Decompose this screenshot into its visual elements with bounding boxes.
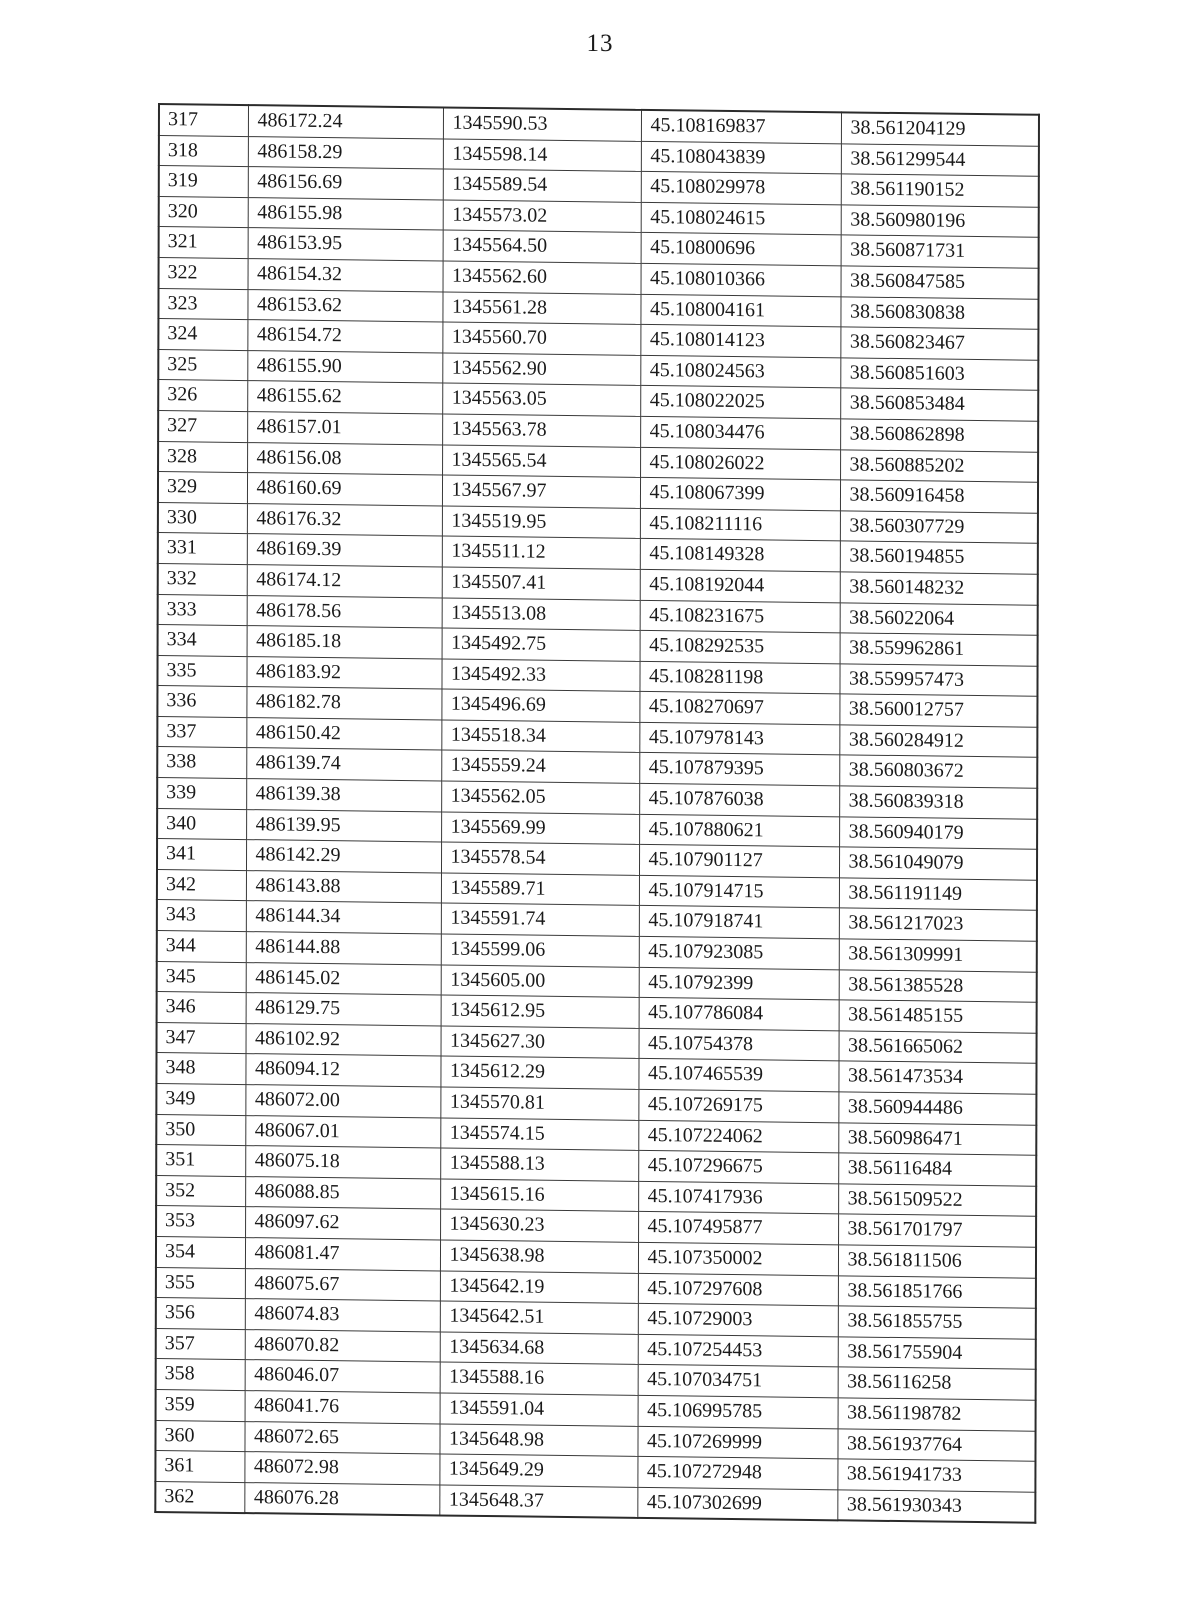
- y-coordinate-cell: 1345565.54: [442, 445, 640, 478]
- point-number-cell: 317: [159, 104, 248, 136]
- x-coordinate-cell: 486156.69: [248, 167, 443, 200]
- x-coordinate-cell: 486074.83: [245, 1299, 440, 1332]
- longitude-cell: 38.560823467: [840, 327, 1038, 360]
- latitude-cell: 45.107269175: [638, 1089, 838, 1122]
- point-number-cell: 338: [157, 747, 246, 779]
- x-coordinate-cell: 486041.76: [245, 1391, 440, 1424]
- point-number-cell: 361: [155, 1451, 244, 1483]
- latitude-cell: 45.108192044: [640, 569, 840, 602]
- point-number-cell: 359: [156, 1389, 245, 1421]
- x-coordinate-cell: 486174.12: [247, 564, 442, 597]
- longitude-cell: 38.560853484: [840, 388, 1038, 421]
- x-coordinate-cell: 486156.08: [247, 442, 442, 475]
- y-coordinate-cell: 1345507.41: [442, 567, 640, 600]
- point-number-cell: 349: [156, 1083, 245, 1115]
- point-number-cell: 350: [156, 1114, 245, 1146]
- point-number-cell: 353: [156, 1206, 245, 1238]
- x-coordinate-cell: 486178.56: [247, 595, 442, 628]
- x-coordinate-cell: 486076.28: [244, 1482, 439, 1515]
- x-coordinate-cell: 486102.92: [246, 1023, 441, 1056]
- x-coordinate-cell: 486072.65: [244, 1421, 439, 1454]
- coordinate-table-body: [155, 104, 1039, 1523]
- longitude-cell: 38.560986471: [838, 1122, 1036, 1155]
- x-coordinate-cell: 486075.18: [245, 1146, 440, 1179]
- latitude-cell: 45.10800696: [641, 233, 841, 266]
- latitude-cell: 45.107034751: [638, 1365, 838, 1398]
- x-coordinate-cell: 486143.88: [246, 870, 441, 903]
- x-coordinate-cell: 486153.95: [248, 228, 443, 261]
- latitude-cell: 45.108270697: [639, 692, 839, 725]
- longitude-cell: 38.561811506: [838, 1245, 1036, 1278]
- latitude-cell: 45.107272948: [637, 1456, 837, 1489]
- longitude-cell: 38.56116484: [838, 1153, 1036, 1186]
- latitude-cell: 45.107923085: [639, 936, 839, 969]
- latitude-cell: 45.107269999: [637, 1426, 837, 1459]
- y-coordinate-cell: 1345589.54: [443, 169, 641, 202]
- longitude-cell: 38.561937764: [837, 1428, 1035, 1461]
- point-number-cell: 351: [156, 1145, 245, 1177]
- longitude-cell: 38.561509522: [838, 1184, 1036, 1217]
- longitude-cell: 38.56116258: [838, 1367, 1036, 1400]
- y-coordinate-cell: 1345511.12: [442, 536, 640, 569]
- point-number-cell: 345: [157, 961, 246, 993]
- y-coordinate-cell: 1345559.24: [441, 750, 639, 783]
- latitude-cell: 45.107876038: [639, 783, 839, 816]
- latitude-cell: 45.107918741: [639, 906, 839, 939]
- latitude-cell: 45.108026022: [640, 447, 840, 480]
- y-coordinate-cell: 1345590.53: [443, 107, 641, 141]
- point-number-cell: 335: [157, 655, 246, 687]
- point-number-cell: 329: [158, 472, 247, 504]
- point-number-cell: 339: [157, 778, 246, 810]
- x-coordinate-cell: 486182.78: [246, 687, 441, 720]
- x-coordinate-cell: 486139.95: [246, 809, 441, 842]
- y-coordinate-cell: 1345563.78: [442, 414, 640, 447]
- y-coordinate-cell: 1345649.29: [439, 1454, 637, 1487]
- latitude-cell: 45.107417936: [638, 1181, 838, 1214]
- longitude-cell: 38.561198782: [838, 1398, 1036, 1431]
- y-coordinate-cell: 1345578.54: [441, 842, 639, 875]
- longitude-cell: 38.560862898: [840, 419, 1038, 452]
- latitude-cell: 45.108043839: [641, 141, 841, 174]
- longitude-cell: 38.560803672: [839, 755, 1037, 788]
- point-number-cell: 328: [158, 441, 247, 473]
- latitude-cell: 45.108292535: [640, 630, 840, 663]
- y-coordinate-cell: 1345560.70: [442, 322, 640, 355]
- latitude-cell: 45.108029978: [641, 172, 841, 205]
- longitude-cell: 38.56022064: [840, 602, 1038, 635]
- x-coordinate-cell: 486072.98: [244, 1452, 439, 1485]
- longitude-cell: 38.560012757: [839, 694, 1037, 727]
- latitude-cell: 45.108169837: [641, 110, 841, 144]
- longitude-cell: 38.560944486: [838, 1092, 1036, 1125]
- point-number-cell: 318: [159, 135, 248, 167]
- x-coordinate-cell: 486176.32: [247, 503, 442, 536]
- point-number-cell: 330: [158, 502, 247, 534]
- longitude-cell: 38.560847585: [841, 266, 1039, 299]
- longitude-cell: 38.561473534: [838, 1061, 1036, 1094]
- longitude-cell: 38.561755904: [838, 1337, 1036, 1370]
- longitude-cell: 38.561385528: [839, 969, 1037, 1002]
- latitude-cell: 45.107350002: [638, 1242, 838, 1275]
- latitude-cell: 45.108149328: [640, 539, 840, 572]
- y-coordinate-cell: 1345598.14: [443, 139, 641, 172]
- y-coordinate-cell: 1345564.50: [443, 230, 641, 263]
- y-coordinate-cell: 1345630.23: [440, 1209, 638, 1242]
- x-coordinate-cell: 486081.47: [245, 1238, 440, 1271]
- point-number-cell: 337: [157, 716, 246, 748]
- x-coordinate-cell: 486144.34: [246, 901, 441, 934]
- latitude-cell: 45.107880621: [639, 814, 839, 847]
- longitude-cell: 38.560839318: [839, 786, 1037, 819]
- x-coordinate-cell: 486150.42: [246, 717, 441, 750]
- y-coordinate-cell: 1345642.51: [440, 1301, 638, 1334]
- x-coordinate-cell: 486070.82: [245, 1329, 440, 1362]
- y-coordinate-cell: 1345642.19: [440, 1271, 638, 1304]
- y-coordinate-cell: 1345615.16: [440, 1179, 638, 1212]
- longitude-cell: 38.560830838: [840, 296, 1038, 329]
- x-coordinate-cell: 486157.01: [247, 412, 442, 445]
- x-coordinate-cell: 486139.74: [246, 748, 441, 781]
- latitude-cell: 45.108024615: [641, 202, 841, 235]
- point-number-cell: 343: [157, 900, 246, 932]
- latitude-cell: 45.108034476: [640, 416, 840, 449]
- longitude-cell: 38.561191149: [839, 878, 1037, 911]
- latitude-cell: 45.108010366: [641, 263, 841, 296]
- latitude-cell: 45.107296675: [638, 1151, 838, 1184]
- latitude-cell: 45.107901127: [639, 845, 839, 878]
- point-number-cell: 332: [158, 563, 247, 595]
- longitude-cell: 38.561190152: [841, 174, 1039, 207]
- latitude-cell: 45.108211116: [640, 508, 840, 541]
- longitude-cell: 38.561665062: [839, 1031, 1037, 1064]
- longitude-cell: 38.561930343: [837, 1490, 1035, 1524]
- y-coordinate-cell: 1345492.33: [441, 659, 639, 692]
- x-coordinate-cell: 486158.29: [248, 136, 443, 169]
- x-coordinate-cell: 486160.69: [247, 473, 442, 506]
- x-coordinate-cell: 486183.92: [246, 656, 441, 689]
- point-number-cell: 347: [157, 1022, 246, 1054]
- x-coordinate-cell: 486145.02: [246, 962, 441, 995]
- x-coordinate-cell: 486094.12: [245, 1054, 440, 1087]
- x-coordinate-cell: 486169.39: [247, 534, 442, 567]
- y-coordinate-cell: 1345599.06: [441, 934, 639, 967]
- longitude-cell: 38.561049079: [839, 847, 1037, 880]
- longitude-cell: 38.560284912: [839, 725, 1037, 758]
- latitude-cell: 45.108231675: [640, 600, 840, 633]
- latitude-cell: 45.107978143: [639, 722, 839, 755]
- latitude-cell: 45.108022025: [640, 386, 840, 419]
- longitude-cell: 38.561299544: [841, 143, 1039, 176]
- longitude-cell: 38.561941733: [837, 1459, 1035, 1492]
- latitude-cell: 45.108281198: [639, 661, 839, 694]
- longitude-cell: 38.561217023: [839, 908, 1037, 941]
- point-number-cell: 355: [156, 1267, 245, 1299]
- y-coordinate-cell: 1345518.34: [441, 720, 639, 753]
- longitude-cell: 38.560916458: [840, 480, 1038, 513]
- x-coordinate-cell: 486067.01: [245, 1115, 440, 1148]
- y-coordinate-cell: 1345612.95: [441, 995, 639, 1028]
- latitude-cell: 45.106995785: [638, 1395, 838, 1428]
- longitude-cell: 38.560851603: [840, 358, 1038, 391]
- longitude-cell: 38.560307729: [840, 511, 1038, 544]
- y-coordinate-cell: 1345562.05: [441, 781, 639, 814]
- longitude-cell: 38.559957473: [839, 664, 1037, 697]
- longitude-cell: 38.561701797: [838, 1214, 1036, 1247]
- point-number-cell: 336: [157, 686, 246, 718]
- point-number-cell: 333: [158, 594, 247, 626]
- x-coordinate-cell: 486075.67: [245, 1268, 440, 1301]
- x-coordinate-cell: 486185.18: [247, 626, 442, 659]
- point-number-cell: 326: [158, 380, 247, 412]
- x-coordinate-cell: 486154.32: [248, 259, 443, 292]
- point-number-cell: 322: [159, 257, 248, 289]
- latitude-cell: 45.107786084: [639, 998, 839, 1031]
- y-coordinate-cell: 1345638.98: [440, 1240, 638, 1273]
- point-number-cell: 346: [157, 992, 246, 1024]
- latitude-cell: 45.10754378: [639, 1028, 839, 1061]
- point-number-cell: 323: [158, 288, 247, 320]
- point-number-cell: 362: [155, 1481, 244, 1513]
- point-number-cell: 354: [156, 1236, 245, 1268]
- latitude-cell: 45.107495877: [638, 1212, 838, 1245]
- point-number-cell: 342: [157, 869, 246, 901]
- point-number-cell: 319: [159, 166, 248, 198]
- longitude-cell: 38.560980196: [841, 205, 1039, 238]
- x-coordinate-cell: 486097.62: [245, 1207, 440, 1240]
- x-coordinate-cell: 486139.38: [246, 779, 441, 812]
- latitude-cell: 45.108004161: [640, 294, 840, 327]
- x-coordinate-cell: 486144.88: [246, 932, 441, 965]
- y-coordinate-cell: 1345591.74: [441, 903, 639, 936]
- longitude-cell: 38.561855755: [838, 1306, 1036, 1339]
- point-number-cell: 356: [156, 1298, 245, 1330]
- latitude-cell: 45.107254453: [638, 1334, 838, 1367]
- y-coordinate-cell: 1345588.13: [440, 1148, 638, 1181]
- point-number-cell: 352: [156, 1175, 245, 1207]
- x-coordinate-cell: 486155.62: [247, 381, 442, 414]
- longitude-cell: 38.561309991: [839, 939, 1037, 972]
- latitude-cell: 45.107224062: [638, 1120, 838, 1153]
- y-coordinate-cell: 1345588.16: [440, 1362, 638, 1395]
- latitude-cell: 45.10792399: [639, 967, 839, 1000]
- point-number-cell: 358: [156, 1359, 245, 1391]
- y-coordinate-cell: 1345569.99: [441, 812, 639, 845]
- y-coordinate-cell: 1345519.95: [442, 506, 640, 539]
- latitude-cell: 45.107297608: [638, 1273, 838, 1306]
- longitude-cell: 38.560148232: [840, 572, 1038, 605]
- longitude-cell: 38.561851766: [838, 1275, 1036, 1308]
- latitude-cell: 45.10729003: [638, 1304, 838, 1337]
- x-coordinate-cell: 486046.07: [245, 1360, 440, 1393]
- longitude-cell: 38.560194855: [840, 541, 1038, 574]
- y-coordinate-cell: 1345513.08: [442, 597, 640, 630]
- y-coordinate-cell: 1345496.69: [441, 689, 639, 722]
- y-coordinate-cell: 1345648.98: [439, 1423, 637, 1456]
- y-coordinate-cell: 1345562.60: [443, 261, 641, 294]
- y-coordinate-cell: 1345563.05: [442, 383, 640, 416]
- latitude-cell: 45.107302699: [637, 1487, 837, 1521]
- y-coordinate-cell: 1345612.29: [440, 1056, 638, 1089]
- point-number-cell: 320: [159, 196, 248, 228]
- latitude-cell: 45.107914715: [639, 875, 839, 908]
- point-number-cell: 325: [158, 349, 247, 381]
- point-number-cell: 324: [158, 319, 247, 351]
- y-coordinate-cell: 1345573.02: [443, 200, 641, 233]
- y-coordinate-cell: 1345492.75: [442, 628, 640, 661]
- latitude-cell: 45.108024563: [640, 355, 840, 388]
- y-coordinate-cell: 1345648.37: [439, 1485, 637, 1519]
- x-coordinate-cell: 486129.75: [246, 993, 441, 1026]
- y-coordinate-cell: 1345570.81: [440, 1087, 638, 1120]
- y-coordinate-cell: 1345574.15: [440, 1118, 638, 1151]
- y-coordinate-cell: 1345567.97: [442, 475, 640, 508]
- point-number-cell: 357: [156, 1328, 245, 1360]
- point-number-cell: 341: [157, 839, 246, 871]
- longitude-cell: 38.561485155: [839, 1000, 1037, 1033]
- x-coordinate-cell: 486155.98: [248, 197, 443, 230]
- longitude-cell: 38.559962861: [840, 633, 1038, 666]
- y-coordinate-cell: 1345589.71: [441, 873, 639, 906]
- y-coordinate-cell: 1345562.90: [442, 353, 640, 386]
- latitude-cell: 45.107879395: [639, 753, 839, 786]
- x-coordinate-cell: 486088.85: [245, 1176, 440, 1209]
- point-number-cell: 344: [157, 931, 246, 963]
- y-coordinate-cell: 1345634.68: [440, 1332, 638, 1365]
- y-coordinate-cell: 1345627.30: [441, 1026, 639, 1059]
- point-number-cell: 331: [158, 533, 247, 565]
- point-number-cell: 327: [158, 410, 247, 442]
- latitude-cell: 45.108014123: [640, 325, 840, 358]
- y-coordinate-cell: 1345591.04: [440, 1393, 638, 1426]
- longitude-cell: 38.560885202: [840, 449, 1038, 482]
- latitude-cell: 45.107465539: [638, 1059, 838, 1092]
- y-coordinate-cell: 1345561.28: [442, 292, 640, 325]
- longitude-cell: 38.560871731: [841, 235, 1039, 268]
- point-number-cell: 340: [157, 808, 246, 840]
- x-coordinate-cell: 486072.00: [245, 1085, 440, 1118]
- y-coordinate-cell: 1345605.00: [441, 965, 639, 998]
- x-coordinate-cell: 486154.72: [247, 320, 442, 353]
- point-number-cell: 321: [159, 227, 248, 259]
- longitude-cell: 38.560940179: [839, 816, 1037, 849]
- x-coordinate-cell: 486155.90: [247, 350, 442, 383]
- x-coordinate-cell: 486142.29: [246, 840, 441, 873]
- point-number-cell: 334: [158, 625, 247, 657]
- latitude-cell: 45.108067399: [640, 478, 840, 511]
- x-coordinate-cell: 486153.62: [247, 289, 442, 322]
- coordinate-table: [154, 103, 1040, 1524]
- page-number: 13: [586, 30, 614, 57]
- x-coordinate-cell: 486172.24: [248, 105, 443, 138]
- longitude-cell: 38.561204129: [841, 112, 1039, 146]
- point-number-cell: 360: [155, 1420, 244, 1452]
- point-number-cell: 348: [156, 1053, 245, 1085]
- coordinate-table-container: [154, 103, 1038, 1524]
